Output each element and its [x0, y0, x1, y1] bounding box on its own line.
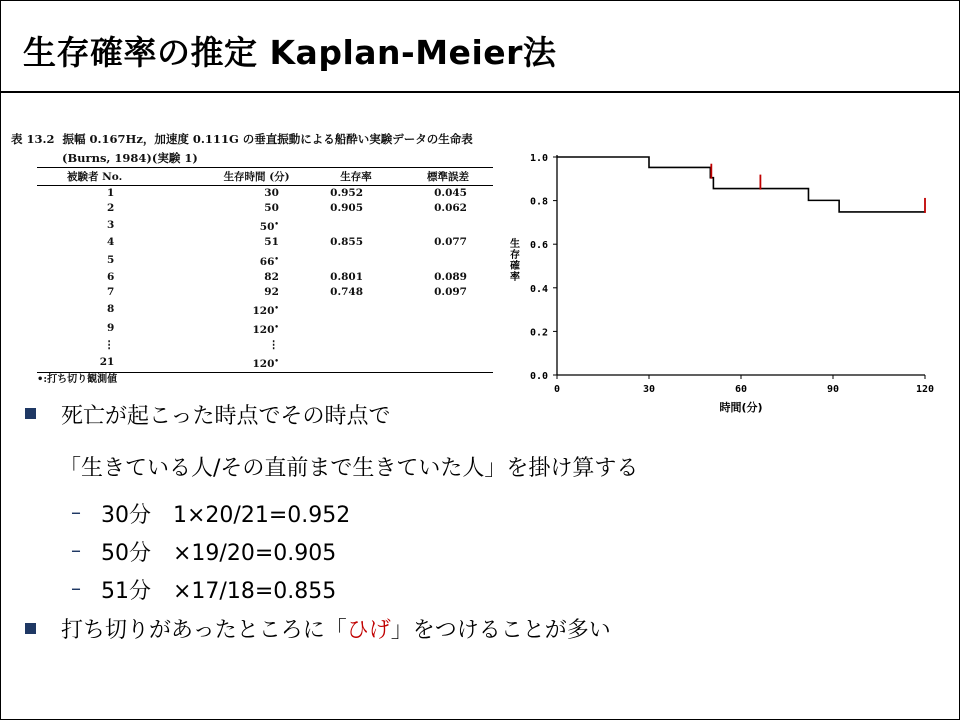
y-tick-label: 1.0: [529, 153, 548, 164]
y-tick-label: 0.8: [529, 196, 548, 208]
cell-subject-no-text: 1: [107, 187, 115, 200]
bullet-2-text-a: 打ち切りがあったところに「: [61, 618, 347, 643]
sub-bullet-dash-3: –: [71, 576, 81, 600]
life-table-figure: [11, 129, 487, 387]
x-tick-label: 30: [642, 384, 656, 395]
cell-subject-no-text: 5: [107, 253, 115, 266]
y-tick-label: 0.0: [529, 371, 548, 382]
cell-subject-no: [37, 201, 204, 216]
cell-subject-no: [37, 186, 204, 202]
table-footnote: •:打ち切り観測値: [37, 374, 118, 386]
cell-subject-no: [37, 319, 204, 338]
censored-marker: •: [274, 219, 279, 229]
cell-std-error-text: 0.062: [434, 202, 467, 215]
table-subcaption: (Burns, 1984)(実験 1): [62, 151, 198, 165]
cell-survival-rate-text: 0.952: [330, 187, 364, 200]
cell-subject-no-text: 21: [99, 356, 115, 369]
table-body: [37, 186, 493, 373]
cell-survival-time-text: 92: [264, 285, 279, 298]
cell-std-error: [403, 270, 493, 285]
cell-survival-rate: [309, 216, 403, 235]
censored-marker: •: [274, 321, 279, 331]
cell-survival-time: [204, 285, 309, 300]
life-table: [37, 167, 493, 373]
sub-bullet-3: 51分 ×17/18=0.855: [101, 579, 337, 604]
cell-survival-time-text: 51: [264, 236, 279, 249]
y-tick-label: 0.6: [529, 240, 548, 252]
cell-survival-rate: [309, 353, 403, 373]
cell-survival-time-text: 30: [264, 187, 279, 200]
table-caption-text: 振幅 0.167Hz，加速度 0.111G の垂直振動による船酔い実験データの生命表: [62, 132, 473, 146]
y-axis-label-text: 生存確率: [507, 238, 519, 282]
cell-std-error: [403, 338, 493, 353]
cell-survival-time: [204, 186, 309, 202]
y-tick-label: 0.4: [529, 283, 548, 295]
cell-subject-no: [37, 251, 204, 270]
cell-subject-no-text: 4: [107, 236, 115, 249]
bullet-2-highlight: ひげ: [346, 618, 391, 643]
cell-survival-rate: [309, 235, 403, 250]
cell-subject-no: [37, 285, 204, 300]
cell-survival-time-text: ⋮: [268, 339, 279, 352]
cell-subject-no: [37, 300, 204, 319]
table-row: [37, 319, 493, 338]
cell-survival-time-text: 82: [264, 270, 279, 283]
km-step-line: [557, 157, 925, 212]
cell-subject-no: [37, 338, 204, 353]
sub-bullet-dash-1: –: [71, 500, 81, 524]
table-row: [37, 270, 493, 285]
sub-bullet-dash-2: –: [71, 538, 81, 562]
cell-subject-no-text: 8: [107, 302, 115, 315]
cell-survival-rate: [309, 270, 403, 285]
bullet-1-line-1: 死亡が起こった時点でその時点で: [61, 404, 391, 429]
table-row: [37, 216, 493, 235]
cell-std-error-text: 0.097: [434, 285, 467, 298]
cell-std-error: [403, 319, 493, 338]
cell-survival-time-text: 120: [252, 358, 275, 371]
cell-survival-rate: [309, 300, 403, 319]
slide-title: 生存確率の推定 Kaplan-Meier法: [23, 33, 557, 72]
header-subject-no: 被験者 No.: [37, 168, 204, 186]
cell-std-error-text: 0.077: [434, 236, 467, 249]
cell-survival-rate-text: 0.905: [330, 202, 364, 215]
table-row: [37, 353, 493, 373]
bullet-square-1: [25, 408, 36, 419]
sub-bullet-2: 50分 ×19/20=0.905: [101, 541, 337, 566]
x-tick-label: 90: [826, 384, 840, 395]
y-tick-label: 0.2: [529, 327, 548, 339]
header-survival-time: 生存時間 (分): [204, 168, 309, 186]
cell-survival-rate: [309, 285, 403, 300]
cell-std-error: [403, 353, 493, 373]
cell-subject-no-text: 6: [107, 270, 115, 283]
censored-marker: •: [274, 356, 279, 366]
cell-subject-no-text: ⋮: [103, 339, 115, 352]
cell-subject-no: [37, 270, 204, 285]
x-tick-label: 60: [734, 384, 748, 395]
sub-bullet-1: 30分 1×20/21=0.952: [101, 503, 351, 528]
cell-std-error-text: 0.089: [434, 270, 467, 283]
table-row: [37, 251, 493, 270]
cell-survival-time: [204, 201, 309, 216]
table-row: [37, 338, 493, 353]
cell-std-error: [403, 216, 493, 235]
x-axis-label: 時間(分): [719, 401, 763, 414]
cell-subject-no-text: 9: [107, 321, 115, 334]
cell-std-error: [403, 300, 493, 319]
kaplan-meier-chart: [501, 141, 941, 423]
table-caption: [11, 129, 487, 149]
cell-survival-time: [204, 300, 309, 319]
table-header-row: [37, 168, 493, 186]
cell-survival-time: [204, 338, 309, 353]
header-survival-rate: 生存率: [309, 168, 403, 186]
cell-survival-rate: [309, 338, 403, 353]
table-number: 表 13.2: [11, 132, 55, 146]
x-tick-label: 120: [915, 384, 935, 395]
cell-survival-time: [204, 251, 309, 270]
table-row: [37, 285, 493, 300]
cell-survival-time: [204, 319, 309, 338]
cell-survival-rate: [309, 201, 403, 216]
cell-std-error: [403, 186, 493, 202]
cell-survival-time: [204, 270, 309, 285]
bullet-1-line-2: 「生きている人/その直前まで生きていた人」を掛け算する: [59, 456, 639, 481]
bullet-square-2: [25, 623, 36, 634]
x-tick-label: 0: [553, 384, 561, 395]
cell-subject-no: [37, 235, 204, 250]
cell-survival-rate-text: 0.801: [330, 270, 364, 283]
cell-survival-rate: [309, 319, 403, 338]
cell-survival-time-text: 50: [264, 202, 279, 215]
censored-marker: •: [274, 253, 279, 263]
cell-survival-time: [204, 216, 309, 235]
cell-subject-no-text: 2: [107, 202, 115, 215]
table-row: [37, 186, 493, 202]
table-row: [37, 235, 493, 250]
table-row: [37, 201, 493, 216]
title-divider: [1, 91, 959, 93]
cell-survival-rate: [309, 186, 403, 202]
bullet-2-text-b: 」をつけることが多い: [390, 618, 611, 643]
cell-std-error: [403, 235, 493, 250]
header-std-error: 標準誤差: [403, 168, 493, 186]
cell-subject-no: [37, 353, 204, 373]
cell-survival-time: [204, 353, 309, 373]
cell-std-error: [403, 201, 493, 216]
cell-std-error: [403, 251, 493, 270]
bullet-2: [61, 613, 611, 644]
cell-std-error: [403, 285, 493, 300]
cell-subject-no: [37, 216, 204, 235]
cell-subject-no-text: 3: [107, 219, 115, 232]
cell-survival-rate-text: 0.748: [330, 285, 364, 298]
cell-survival-rate-text: 0.855: [330, 236, 364, 249]
cell-survival-time-text: 66: [259, 255, 275, 268]
cell-survival-time-text: 120: [252, 323, 275, 336]
y-axis-label: [508, 237, 520, 282]
cell-subject-no-text: 7: [107, 285, 115, 298]
cell-survival-time: [204, 235, 309, 250]
table-row: [37, 300, 493, 319]
cell-std-error-text: 0.045: [434, 187, 467, 200]
cell-survival-rate: [309, 251, 403, 270]
cell-survival-time-text: 120: [252, 304, 275, 317]
censored-marker: •: [274, 302, 279, 312]
cell-survival-time-text: 50: [259, 221, 275, 234]
